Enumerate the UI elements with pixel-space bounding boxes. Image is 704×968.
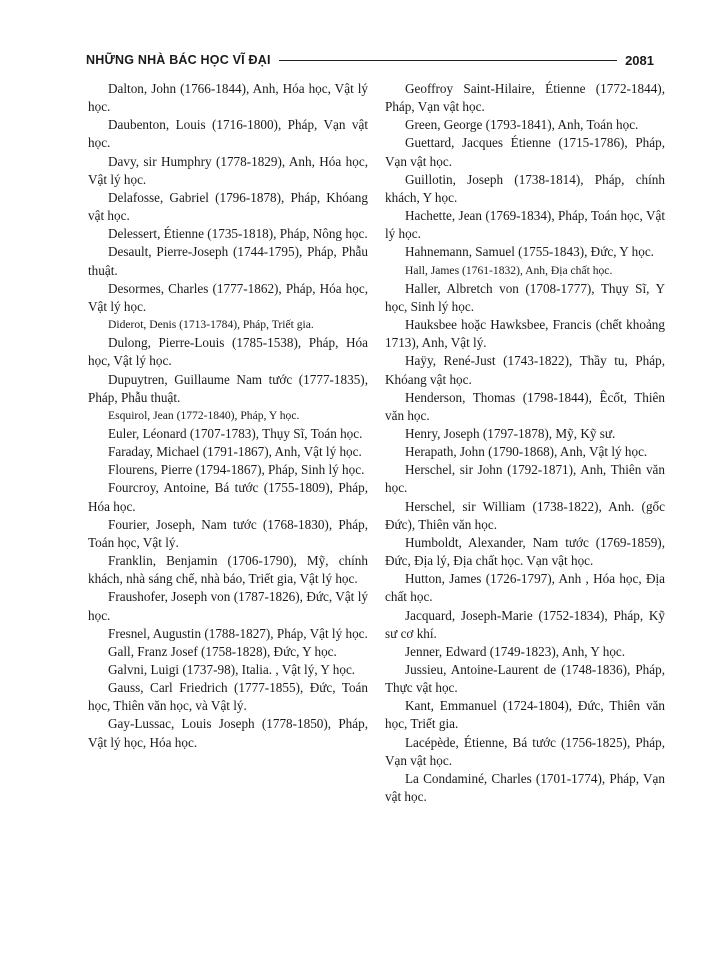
index-entry: Flourens, Pierre (1794-1867), Pháp, Sinh lý học.	[108, 462, 365, 478]
index-entry: Hauksbee hoặc Hawksbee, Francis (chết khoảng 1713), Anh, Vật lý.	[385, 317, 665, 351]
index-entry: Lacépède, Étienne, Bá tước (1756-1825), Pháp, Vạn vật học.	[385, 734, 665, 768]
index-entry: Jacquard, Joseph-Marie (1752-1834), Pháp, Kỹ sư cơ khí.	[385, 607, 665, 641]
index-entry: Hahnemann, Samuel (1755-1843), Đức, Y học.	[405, 244, 654, 260]
index-entry: Desormes, Charles (1777-1862), Pháp, Hóa học, Vật lý học.	[88, 280, 368, 314]
index-entry: Jussieu, Antoine-Laurent de (1748-1836), Pháp, Thực vật học.	[385, 662, 665, 696]
index-entry: Haller, Albretch von (1708-1777), Thụy Sĩ, Y học, Sinh lý học.	[385, 280, 665, 314]
index-entry: Diderot, Denis (1713-1784), Pháp, Triết gia.	[108, 318, 314, 332]
left-column	[88, 80, 368, 752]
index-entry: Haÿy, René-Just (1743-1822), Thầy tu, Pháp, Khóang vật học.	[385, 353, 665, 387]
index-entry: Delafosse, Gabriel (1796-1878), Pháp, Khóang vật học.	[88, 189, 368, 224]
index-entry: Dupuytren, Guillaume Nam tước (1777-1835), Pháp, Phẫu thuật.	[88, 371, 368, 405]
index-entry: Hall, James (1761-1832), Anh, Địa chất học.	[405, 263, 613, 277]
index-entry: Jenner, Edward (1749-1823), Anh, Y học.	[405, 643, 626, 659]
index-entry: Euler, Léonard (1707-1783), Thụy Sĩ, Toán học.	[108, 425, 363, 441]
index-entry: Daubenton, Louis (1716-1800), Pháp, Vạn vật học.	[88, 117, 368, 151]
index-entry: Faraday, Michael (1791-1867), Anh, Vật lý học.	[108, 444, 362, 460]
index-entry: Green, George (1793-1841), Anh, Toán học.	[405, 117, 639, 133]
index-entry: Henderson, Thomas (1798-1844), Êcốt, Thiên văn học.	[385, 389, 665, 423]
index-entry: Gauss, Carl Friedrich (1777-1855), Đức, Toán học, Thiên văn học, và Vật lý.	[88, 680, 368, 714]
index-entry: Herschel, sir William (1738-1822), Anh. (gốc Đức), Thiên văn học.	[385, 498, 665, 532]
index-entry: Galvni, Luigi (1737-98), Italia. , Vật lý, Y học.	[108, 662, 356, 677]
index-entry: Gay-Lussac, Louis Joseph (1778-1850), Pháp, Vật lý học, Hóa học.	[88, 716, 368, 750]
index-entry: Guettard, Jacques Étienne (1715-1786), Pháp, Vạn vật học.	[385, 135, 665, 169]
index-entry: Desault, Pierre-Joseph (1744-1795), Pháp, Phẫu thuật.	[88, 244, 368, 278]
index-entry: Franklin, Benjamin (1706-1790), Mỹ, chính khách, nhà sáng chế, nhà báo, Triết gia, Vật lý học.	[88, 553, 368, 587]
index-entry: Delessert, Étienne (1735-1818), Pháp, Nông học.	[108, 226, 368, 242]
right-column	[385, 80, 665, 806]
index-entry: Guillotin, Joseph (1738-1814), Pháp, chính khách, Y học.	[385, 171, 665, 205]
index-entry: Davy, sir Humphry (1778-1829), Anh, Hóa học, Vật lý học.	[88, 153, 368, 187]
index-entry: Hutton, James (1726-1797), Anh , Hóa học, Địa chất học.	[385, 571, 665, 605]
index-entry: Humboldt, Alexander, Nam tước (1769-1859), Đức, Địa lý, Địa chất học. Vạn vật học.	[385, 534, 665, 569]
running-header	[86, 50, 654, 70]
index-entry: La Condaminé, Charles (1701-1774), Pháp, Vạn vật học.	[385, 770, 665, 805]
index-entry: Dalton, John (1766-1844), Anh, Hóa học, Vật lý học.	[88, 81, 368, 115]
header-rule	[279, 60, 617, 61]
book-title: NHỮNG NHÀ BÁC HỌC VĨ ĐẠI	[86, 53, 271, 67]
index-entry: Hachette, Jean (1769-1834), Pháp, Toán học, Vật lý học.	[385, 208, 665, 242]
index-entry: Fraushofer, Joseph von (1787-1826), Đức, Vật lý học.	[88, 589, 368, 623]
index-entry: Fourcroy, Antoine, Bá tước (1755-1809), Pháp, Hóa học.	[88, 480, 368, 514]
index-entry: Herschel, sir John (1792-1871), Anh, Thiên văn học.	[385, 462, 665, 496]
index-entry: Dulong, Pierre-Louis (1785-1538), Pháp, Hóa học, Vật lý học.	[88, 335, 368, 369]
index-entry: Kant, Emmanuel (1724-1804), Đức, Thiên văn học, Triết gia.	[385, 698, 665, 732]
index-entry: Herapath, John (1790-1868), Anh, Vật lý học.	[405, 444, 648, 460]
index-entry: Geoffroy Saint-Hilaire, Étienne (1772-1844), Pháp, Vạn vật học.	[385, 81, 665, 115]
index-entry: Fresnel, Augustin (1788-1827), Pháp, Vật lý học.	[108, 625, 368, 641]
index-entry: Esquirol, Jean (1772-1840), Pháp, Y học.	[108, 408, 300, 422]
index-entry: Henry, Joseph (1797-1878), Mỹ, Kỹ sư.	[405, 425, 616, 441]
index-entry: Fourier, Joseph, Nam tước (1768-1830), Pháp, Toán học, Vật lý.	[88, 516, 368, 550]
index-entry: Gall, Franz Josef (1758-1828), Đức, Y học.	[108, 643, 337, 659]
page-number: 2081	[625, 52, 654, 68]
